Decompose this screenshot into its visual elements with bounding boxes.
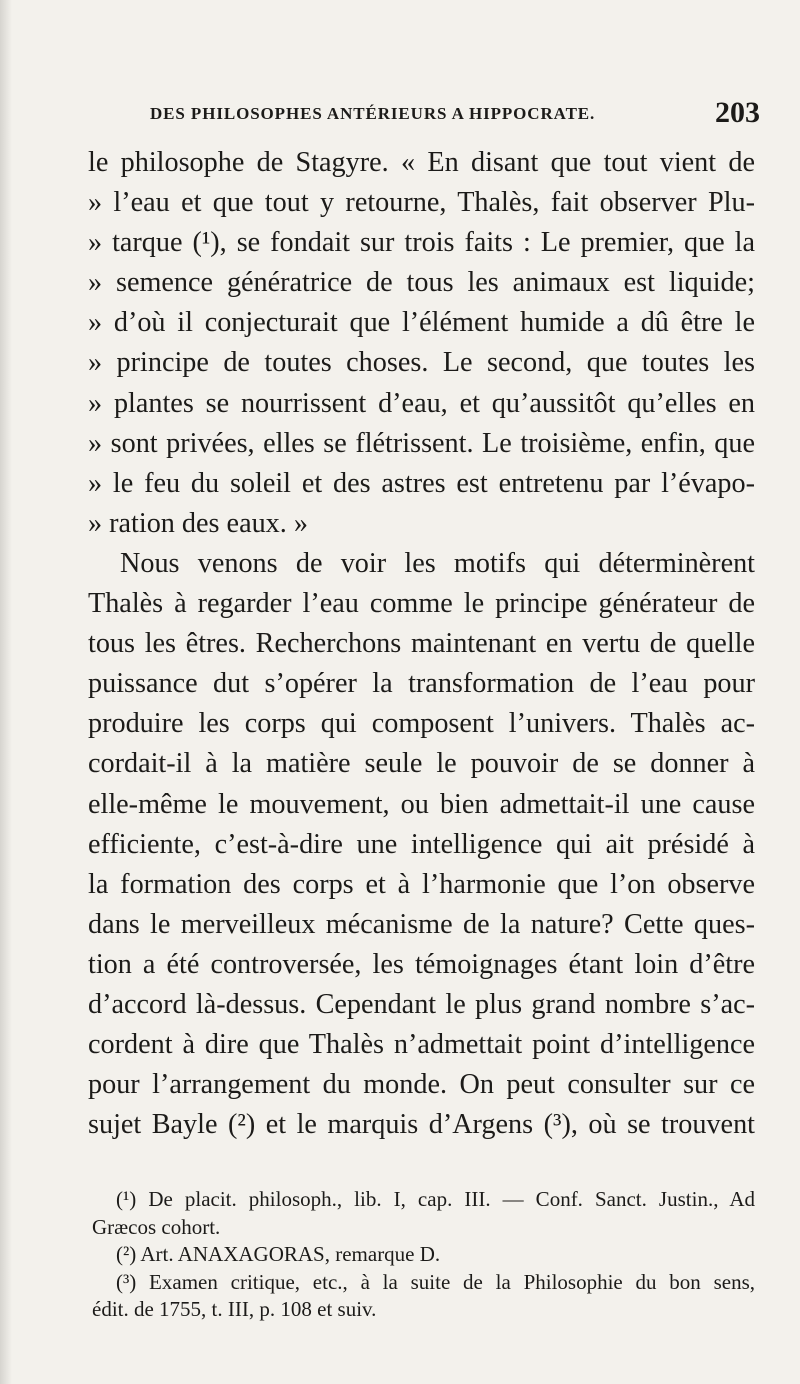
running-header — [150, 96, 760, 132]
text-line: » l’eau et que tout y retourne, Thalès, fait observer Plu- — [88, 187, 755, 219]
text-line: efficiente, c’est-à-dire une intelligence qui ait présidé à — [88, 828, 755, 860]
text-line: tous les êtres. Recherchons maintenant en vertu de quelle — [88, 628, 755, 660]
footnote-2: (²) Art. ANAXAGORAS, remarque D. — [116, 1242, 441, 1266]
footnotes — [92, 1186, 755, 1324]
page-edge-shadow — [0, 0, 12, 1384]
text-line: pour l’arrangement du monde. On peut consulter sur ce — [88, 1069, 755, 1101]
text-line: Thalès à regarder l’eau comme le principe générateur de — [88, 588, 755, 620]
text-line: » sont privées, elles se flétrissent. Le troisième, enfin, que — [88, 427, 755, 459]
paragraph-first-line: Nous venons de voir les motifs qui déterminèrent — [120, 547, 755, 579]
running-header-title: DES PHILOSOPHES ANTÉRIEURS A HIPPOCRATE. — [150, 104, 596, 123]
text-line: » ration des eaux. » — [88, 507, 308, 539]
text-line: puissance dut s’opérer la transformation de l’eau pour — [88, 668, 755, 700]
text-line: » semence génératrice de tous les animaux est liquide; — [88, 267, 755, 299]
text-line: » le feu du soleil et des astres est entretenu par l’évapo- — [88, 467, 755, 499]
text-line: cordait-il à la matière seule le pouvoir de se donner à — [88, 748, 755, 780]
text-line: » d’où il conjecturait que l’élément humide a dû être le — [88, 307, 755, 339]
text-line: d’accord là-dessus. Cependant le plus grand nombre s’ac- — [88, 988, 755, 1020]
text-line: » plantes se nourrissent d’eau, et qu’aussitôt qu’elles en — [88, 387, 755, 419]
text-line: le philosophe de Stagyre. « En disant que tout vient de — [88, 147, 755, 178]
text-line: cordent à dire que Thalès n’admettait point d’intelligence — [88, 1029, 755, 1061]
text-line: dans le merveilleux mécanisme de la nature? Cette ques- — [88, 908, 755, 940]
text-line: elle-même le mouvement, ou bien admettait-il une cause — [88, 788, 755, 820]
text-line: sujet Bayle (²) et le marquis d’Argens (³), où se trouvent — [88, 1109, 755, 1141]
text-line: » principe de toutes choses. Le second, que toutes les — [88, 347, 755, 379]
main-text — [88, 143, 755, 1145]
footnote-3-continued: édit. de 1755, t. III, p. 108 et suiv. — [92, 1297, 377, 1321]
page-number: 203 — [715, 96, 760, 129]
text-line: la formation des corps et à l’harmonie que l’on observe — [88, 868, 755, 900]
footnote-3: (³) Examen critique, etc., à la suite de la Philosophie du bon sens, — [116, 1269, 755, 1294]
text-line: tion a été controversée, les témoignages étant loin d’être — [88, 948, 755, 980]
text-line: produire les corps qui composent l’univers. Thalès ac- — [88, 708, 755, 740]
text-line: » tarque (¹), se fondait sur trois faits : Le premier, que la — [88, 227, 755, 259]
footnote-1: (¹) De placit. philosoph., lib. I, cap. III. — Conf. Sanct. Justin., Ad — [116, 1187, 755, 1211]
footnote-1-continued: Græcos cohort. — [92, 1214, 221, 1239]
